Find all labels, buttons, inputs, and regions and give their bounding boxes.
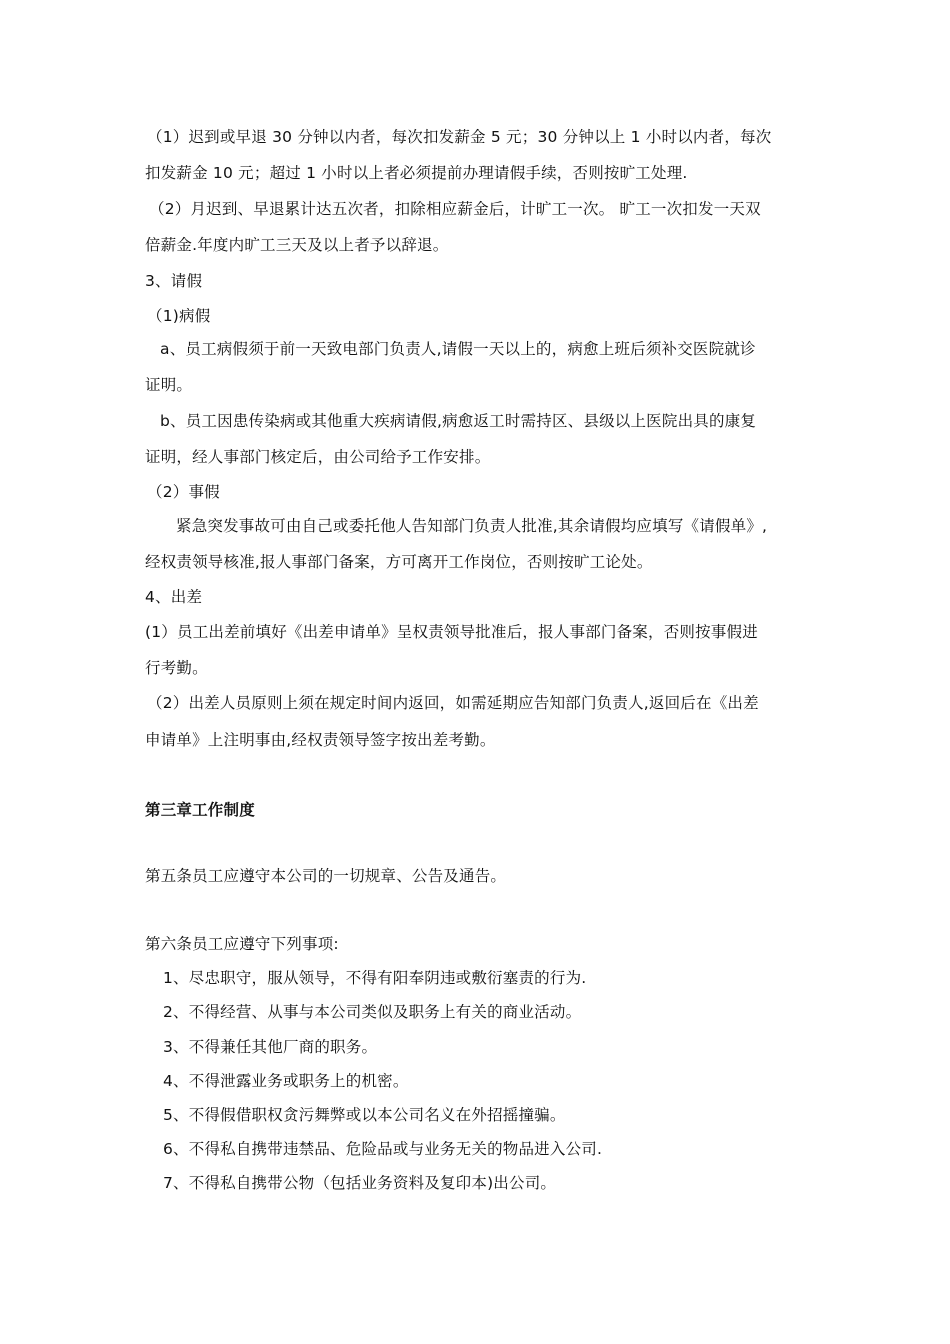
- subsection-personal-leave-heading: （2）事假: [147, 483, 220, 501]
- sick-leave-item-a-line-1: a、员工病假须于前一天致电部门负责人,请假一天以上的，病愈上班后须补交医院就诊: [160, 340, 756, 358]
- section-business-trip-heading: 4、出差: [145, 588, 203, 606]
- rule-list-item-3: 3、不得兼任其他厂商的职务。: [163, 1038, 378, 1056]
- rule-list-item-1: 1、尽忠职守，服从领导，不得有阳奉阴违或敷衍塞责的行为.: [163, 969, 587, 987]
- business-trip-item-1-line-1: (1）员工出差前填好《出差申请单》呈权责领导批准后，报人事部门备案，否则按事假进: [145, 623, 758, 641]
- article-six-text: 第六条员工应遵守下列事项:: [145, 935, 339, 953]
- subsection-sick-leave-heading: （1)病假: [147, 307, 211, 325]
- business-trip-item-2-line-2: 申请单》上注明事由,经权责领导签字按出差考勤。: [145, 731, 496, 749]
- rule-list-item-5: 5、不得假借职权贪污舞弊或以本公司名义在外招摇撞骗。: [163, 1106, 566, 1124]
- rule-list-item-6: 6、不得私自携带违禁品、危险品或与业务无关的物品进入公司.: [163, 1140, 603, 1158]
- sick-leave-item-a-line-2: 证明。: [145, 376, 193, 394]
- business-trip-item-2-line-1: （2）出差人员原则上须在规定时间内返回，如需延期应告知部门负责人,返回后在《出差: [147, 694, 759, 712]
- paragraph-monthly-lateness-line-2: 倍薪金.年度内旷工三天及以上者予以辞退。: [145, 236, 449, 254]
- paragraph-lateness-rule-line-2: 扣发薪金 10 元；超过 1 小时以上者必须提前办理请假手续，否则按旷工处理.: [145, 164, 688, 182]
- section-leave-heading: 3、请假: [145, 272, 203, 290]
- personal-leave-paragraph-line-2: 经权责领导核准,报人事部门备案，方可离开工作岗位，否则按旷工论处。: [145, 553, 653, 571]
- rule-list-item-4: 4、不得泄露业务或职务上的机密。: [163, 1072, 409, 1090]
- business-trip-item-1-line-2: 行考勤。: [145, 659, 208, 677]
- paragraph-lateness-rule-line-1: （1）迟到或早退 30 分钟以内者，每次扣发薪金 5 元；30 分钟以上 1 小时以内者，每次: [147, 128, 772, 146]
- paragraph-monthly-lateness-line-1: （2）月迟到、早退累计达五次者，扣除相应薪金后，计旷工一次。 旷工一次扣发一天双: [149, 200, 761, 218]
- sick-leave-item-b-line-2: 证明，经人事部门核定后，由公司给予工作安排。: [145, 448, 491, 466]
- article-five-text: 第五条员工应遵守本公司的一切规章、公告及通告。: [145, 867, 507, 885]
- rule-list-item-7: 7、不得私自携带公物（包括业务资料及复印本)出公司。: [163, 1174, 557, 1192]
- chapter-three-heading: 第三章工作制度: [145, 801, 255, 819]
- personal-leave-paragraph-line-1: 紧急突发事故可由自己或委托他人告知部门负责人批准,其余请假均应填写《请假单》,: [176, 517, 768, 535]
- sick-leave-item-b-line-1: b、员工因患传染病或其他重大疾病请假,病愈返工时需持区、县级以上医院出具的康复: [160, 412, 757, 430]
- rule-list-item-2: 2、不得经营、从事与本公司类似及职务上有关的商业活动。: [163, 1003, 582, 1021]
